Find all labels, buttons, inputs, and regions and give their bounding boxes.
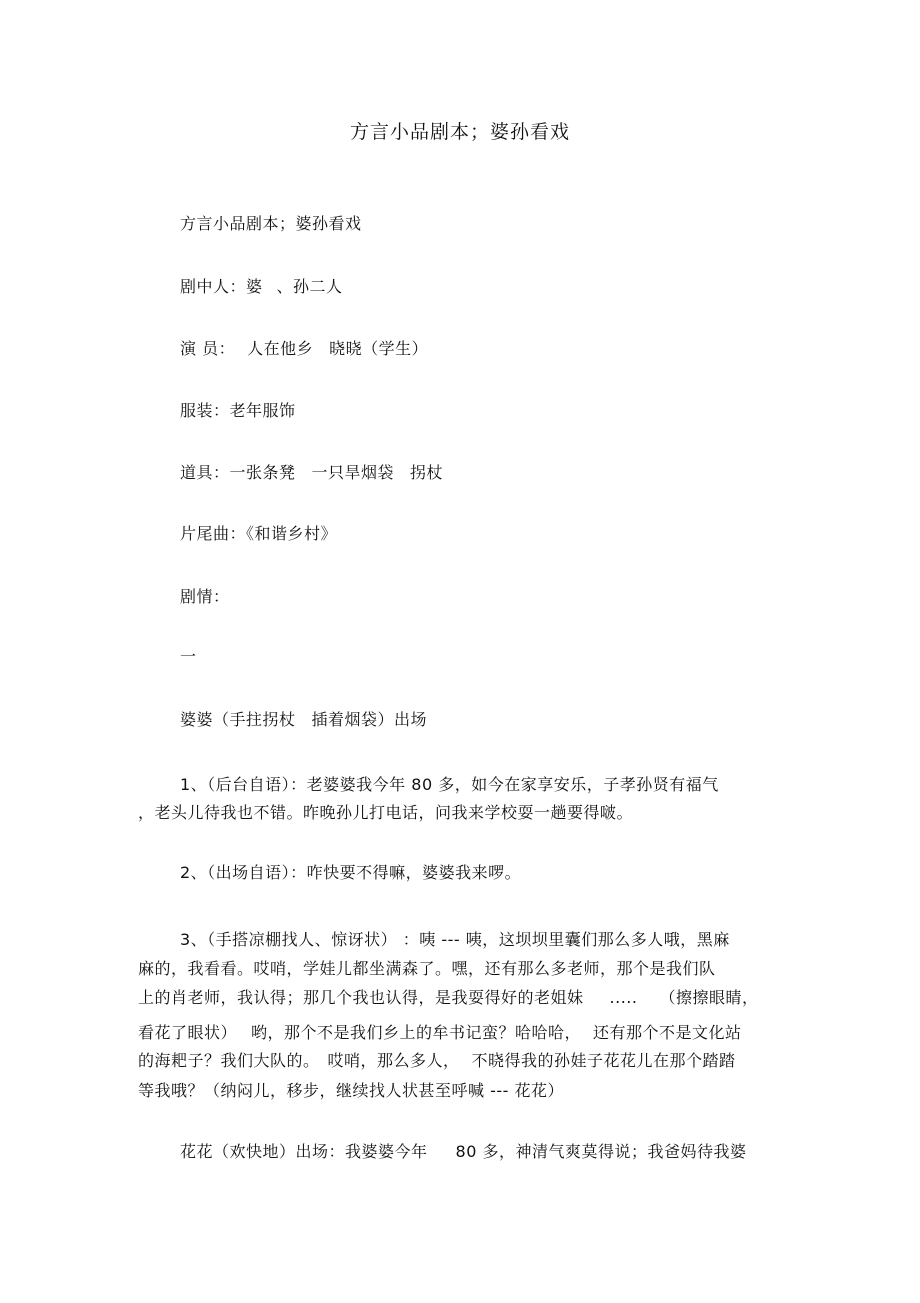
para3-line4-tail: 还有那个不是文化站	[593, 1023, 742, 1042]
para1-line2: ，老头儿待我也不错。昨晚孙儿打电话，问我来学校耍一趟要得啵。	[138, 803, 634, 822]
para4-line1-text: 花花（欢快地）出场：我婆婆今年	[180, 1142, 428, 1161]
stage-direction	[180, 710, 427, 730]
para3-line5-text: 的海耙子？我们大队的。	[138, 1051, 320, 1070]
stage-direction-part-2: 插着烟袋）出场	[311, 710, 428, 729]
characters-line	[180, 277, 343, 297]
para3-line6: 等我哦？（纳闷儿，移步，继续找人状甚至呼喊 --- 花花）	[138, 1081, 564, 1100]
characters-rest: 、孙二人	[276, 277, 343, 296]
actors-line	[180, 339, 428, 359]
ending-song-line: 片尾曲：《和谐乡村》	[180, 524, 338, 543]
actor-2: 晓晓（学生）	[329, 339, 429, 358]
subtitle: 方言小品剧本；婆孙看戏	[180, 214, 362, 233]
actor-1: 人在他乡	[247, 339, 314, 358]
props-line	[180, 463, 443, 483]
scene-number: 一	[180, 647, 197, 666]
para3-line5-mid: 哎哨，那么多人，	[327, 1051, 460, 1070]
para3-line4-text: 哟，那个不是我们乡上的牟书记蛮？哈哈哈，	[251, 1023, 582, 1042]
props-item-2: 一只旱烟袋	[311, 463, 395, 482]
para3-line5	[138, 1051, 736, 1071]
para3-line3-text: 上的肖老师，我认得；那几个我也认得，是我耍得好的老姐妹	[138, 988, 584, 1007]
para3-ellipsis: .....	[609, 988, 638, 1007]
characters-label: 剧中人：婆	[180, 277, 263, 296]
para3-line3-aside: （擦擦眼睛，	[659, 988, 759, 1007]
document-title: 方言小品剧本；婆孙看戏	[349, 121, 570, 143]
actors-label: 演 员：	[180, 339, 236, 358]
para2-line1: 2、（出场自语）：咋快要不得嘛，婆婆我来啰。	[180, 863, 522, 882]
para4-line1	[180, 1142, 746, 1162]
stage-direction-part-1: 婆婆（手拄拐杖	[180, 710, 296, 729]
para3-line4	[138, 1023, 742, 1043]
props-item-3: 拐杖	[410, 463, 444, 482]
costume-line: 服装：老年服饰	[180, 401, 296, 420]
para1-line1: 1、（后台自语）：老婆婆我今年 80 多，如今在家享安乐，子孝孙贤有福气	[180, 775, 719, 794]
para3-line4-aside: 看花了眼状）	[138, 1023, 238, 1042]
para3-line2: 麻的，我看看。哎哨，学娃儿都坐满森了。嘿，还有那么多老师，那个是我们队	[138, 959, 716, 978]
props-label: 道具：一张条凳	[180, 463, 296, 482]
para3-line3	[138, 988, 758, 1008]
para3-line5-tail: 不晓得我的孙娃子花花儿在那个踏踏	[471, 1051, 736, 1070]
plot-label: 剧情：	[180, 587, 230, 606]
para4-line1-tail: 80 多，神清气爽莫得说；我爸妈待我婆	[455, 1142, 747, 1161]
para3-line1: 3、（手搭凉棚找人、惊讶状） ：咦 --- 咦，这坝坝里囊们那么多人哦，黑麻	[180, 930, 730, 949]
